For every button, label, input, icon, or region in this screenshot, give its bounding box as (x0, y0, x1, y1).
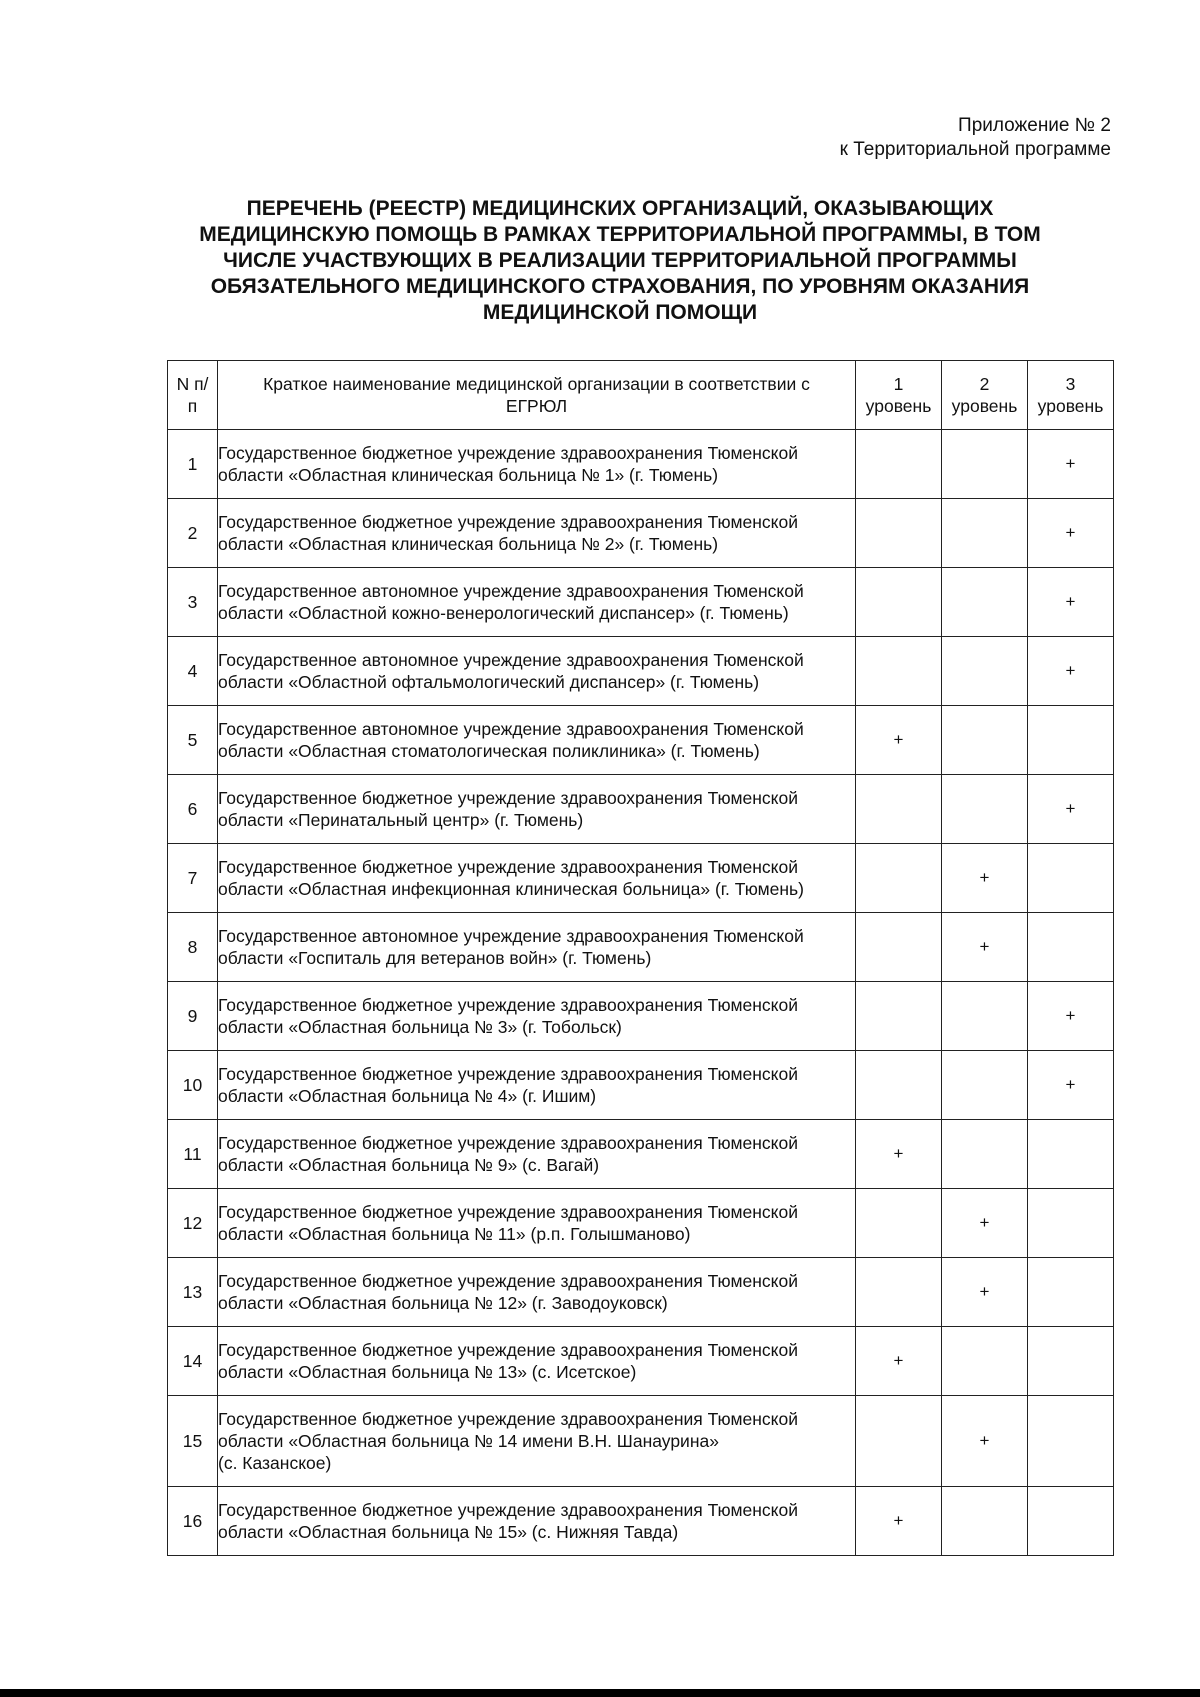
level-3-mark (1028, 844, 1114, 913)
level-2-mark (942, 430, 1028, 499)
org-name-line: области «Областная больница № 11» (р.п. Голышманово) (218, 1224, 691, 1244)
level-3-mark: + (1028, 982, 1114, 1051)
level-2-mark: + (942, 844, 1028, 913)
table-row (168, 982, 1114, 1051)
title-line: ОБЯЗАТЕЛЬНОГО МЕДИЦИНСКОГО СТРАХОВАНИЯ, ПО УРОВНЯМ ОКАЗАНИЯ (210, 275, 1030, 298)
level-1-mark (856, 499, 942, 568)
org-name-line: Государственное бюджетное учреждение здравоохранения Тюменской (218, 512, 799, 532)
org-name-cell (218, 568, 856, 637)
level-2-mark (942, 637, 1028, 706)
org-name-line: Государственное бюджетное учреждение здравоохранения Тюменской (218, 1409, 799, 1429)
table-row (168, 706, 1114, 775)
org-name-cell (218, 1487, 856, 1556)
org-name-line: Государственное бюджетное учреждение здравоохранения Тюменской (218, 857, 799, 877)
table-row (168, 1189, 1114, 1258)
org-name-cell (218, 1396, 856, 1487)
table-row (168, 1258, 1114, 1327)
org-name-cell (218, 1120, 856, 1189)
document-title (160, 196, 1080, 326)
row-number: 11 (168, 1120, 218, 1189)
level-1-mark: + (856, 1120, 942, 1189)
level-2-mark (942, 775, 1028, 844)
row-number: 12 (168, 1189, 218, 1258)
level-1-mark (856, 1258, 942, 1327)
org-name-cell (218, 1258, 856, 1327)
table-row (168, 1051, 1114, 1120)
level-1-mark (856, 1396, 942, 1487)
row-number: 5 (168, 706, 218, 775)
org-name-line: области «Областная больница № 4» (г. Ишим) (218, 1086, 597, 1106)
org-name-line: Государственное бюджетное учреждение здравоохранения Тюменской (218, 1340, 799, 1360)
table-row (168, 1327, 1114, 1396)
org-name-line: Государственное автономное учреждение здравоохранения Тюменской (218, 650, 804, 670)
org-name-line: области «Госпиталь для ветеранов войн» (г. Тюмень) (218, 948, 652, 968)
title-line: ПЕРЕЧЕНЬ (РЕЕСТР) МЕДИЦИНСКИХ ОРГАНИЗАЦИЙ, ОКАЗЫВАЮЩИХ (246, 197, 994, 220)
header-level-3: 3 уровень (1028, 361, 1114, 430)
level-3-mark (1028, 1120, 1114, 1189)
level-2-mark: + (942, 1258, 1028, 1327)
table-row (168, 1120, 1114, 1189)
org-name-line: области «Областная стоматологическая поликлиника» (г. Тюмень) (218, 741, 760, 761)
level-1-mark (856, 1051, 942, 1120)
level-2-mark (942, 1051, 1028, 1120)
row-number: 4 (168, 637, 218, 706)
org-name-line: Государственное бюджетное учреждение здравоохранения Тюменской (218, 1271, 799, 1291)
level-3-mark: + (1028, 637, 1114, 706)
level-2-mark: + (942, 1189, 1028, 1258)
row-number: 6 (168, 775, 218, 844)
header-org-name: Краткое наименование медицинской организации в соответствии с ЕГРЮЛ (218, 361, 856, 430)
level-2-mark (942, 982, 1028, 1051)
level-2-mark (942, 1327, 1028, 1396)
scan-bottom-edge (0, 1689, 1200, 1697)
appendix-header (840, 114, 1111, 162)
table-row (168, 637, 1114, 706)
title-line: МЕДИЦИНСКУЮ ПОМОЩЬ В РАМКАХ ТЕРРИТОРИАЛЬНОЙ ПРОГРАММЫ, В ТОМ (199, 223, 1041, 246)
level-3-mark: + (1028, 568, 1114, 637)
table-row (168, 430, 1114, 499)
row-number: 1 (168, 430, 218, 499)
org-name-line: (с. Казанское) (218, 1453, 332, 1473)
org-name-line: Государственное бюджетное учреждение здравоохранения Тюменской (218, 1500, 799, 1520)
org-name-line: Государственное автономное учреждение здравоохранения Тюменской (218, 719, 804, 739)
level-3-mark (1028, 706, 1114, 775)
org-name-line: области «Областная больница № 13» (с. Исетское) (218, 1362, 637, 1382)
row-number: 8 (168, 913, 218, 982)
level-2-mark (942, 706, 1028, 775)
org-name-cell (218, 982, 856, 1051)
header-number: N п/ п (168, 361, 218, 430)
level-3-mark: + (1028, 499, 1114, 568)
level-1-mark: + (856, 1327, 942, 1396)
level-2-mark (942, 1120, 1028, 1189)
org-name-cell (218, 775, 856, 844)
org-name-cell (218, 499, 856, 568)
header-level-1: 1 уровень (856, 361, 942, 430)
level-3-mark (1028, 1258, 1114, 1327)
org-name-line: области «Областная больница № 9» (с. Вагай) (218, 1155, 600, 1175)
table-header-row (168, 361, 1114, 430)
row-number: 10 (168, 1051, 218, 1120)
org-name-line: области «Областная клиническая больница № 2» (г. Тюмень) (218, 534, 719, 554)
row-number: 2 (168, 499, 218, 568)
level-1-mark (856, 1189, 942, 1258)
row-number: 16 (168, 1487, 218, 1556)
org-name-line: области «Областная больница № 3» (г. Тобольск) (218, 1017, 622, 1037)
org-name-line: области «Областная клиническая больница № 1» (г. Тюмень) (218, 465, 719, 485)
level-3-mark (1028, 1396, 1114, 1487)
level-1-mark (856, 775, 942, 844)
row-number: 9 (168, 982, 218, 1051)
table-row (168, 1487, 1114, 1556)
level-1-mark (856, 637, 942, 706)
row-number: 7 (168, 844, 218, 913)
appendix-number: Приложение № 2 (958, 115, 1111, 136)
org-name-line: Государственное бюджетное учреждение здравоохранения Тюменской (218, 443, 799, 463)
level-1-mark (856, 568, 942, 637)
table-row (168, 913, 1114, 982)
row-number: 13 (168, 1258, 218, 1327)
title-line: ЧИСЛЕ УЧАСТВУЮЩИХ В РЕАЛИЗАЦИИ ТЕРРИТОРИАЛЬНОЙ ПРОГРАММЫ (223, 249, 1017, 272)
org-name-cell (218, 844, 856, 913)
org-name-line: области «Областной кожно-венерологический диспансер» (г. Тюмень) (218, 603, 789, 623)
table-row (168, 844, 1114, 913)
org-name-line: области «Областная больница № 12» (г. Заводоуковск) (218, 1293, 668, 1313)
row-number: 3 (168, 568, 218, 637)
level-3-mark (1028, 913, 1114, 982)
org-name-cell (218, 706, 856, 775)
org-name-cell (218, 1189, 856, 1258)
level-1-mark (856, 430, 942, 499)
level-1-mark: + (856, 706, 942, 775)
org-name-cell (218, 1327, 856, 1396)
org-name-line: области «Перинатальный центр» (г. Тюмень) (218, 810, 584, 830)
org-name-line: Государственное бюджетное учреждение здравоохранения Тюменской (218, 1064, 799, 1084)
org-name-line: Государственное бюджетное учреждение здравоохранения Тюменской (218, 995, 799, 1015)
table-row (168, 568, 1114, 637)
level-3-mark: + (1028, 775, 1114, 844)
row-number: 15 (168, 1396, 218, 1487)
org-name-line: Государственное бюджетное учреждение здравоохранения Тюменской (218, 1202, 799, 1222)
level-3-mark: + (1028, 430, 1114, 499)
level-1-mark: + (856, 1487, 942, 1556)
level-2-mark (942, 1487, 1028, 1556)
level-2-mark (942, 568, 1028, 637)
level-1-mark (856, 844, 942, 913)
org-name-line: Государственное бюджетное учреждение здравоохранения Тюменской (218, 788, 799, 808)
org-name-line: Государственное автономное учреждение здравоохранения Тюменской (218, 581, 804, 601)
level-3-mark (1028, 1189, 1114, 1258)
level-1-mark (856, 982, 942, 1051)
org-name-line: области «Областная инфекционная клиническая больница» (г. Тюмень) (218, 879, 805, 899)
org-name-line: области «Областная больница № 14 имени В.Н. Шанаурина» (218, 1431, 719, 1451)
appendix-reference: к Территориальной программе (839, 139, 1111, 160)
level-2-mark: + (942, 913, 1028, 982)
org-name-line: Государственное автономное учреждение здравоохранения Тюменской (218, 926, 804, 946)
organizations-table (167, 360, 1114, 1556)
header-level-2: 2 уровень (942, 361, 1028, 430)
level-3-mark: + (1028, 1051, 1114, 1120)
level-2-mark (942, 499, 1028, 568)
org-name-line: Государственное бюджетное учреждение здравоохранения Тюменской (218, 1133, 799, 1153)
level-3-mark (1028, 1487, 1114, 1556)
org-name-cell (218, 430, 856, 499)
table-row (168, 1396, 1114, 1487)
row-number: 14 (168, 1327, 218, 1396)
level-2-mark: + (942, 1396, 1028, 1487)
table-row (168, 775, 1114, 844)
level-1-mark (856, 913, 942, 982)
title-line: МЕДИЦИНСКОЙ ПОМОЩИ (482, 301, 758, 324)
org-name-line: области «Областной офтальмологический диспансер» (г. Тюмень) (218, 672, 760, 692)
org-name-cell (218, 637, 856, 706)
level-3-mark (1028, 1327, 1114, 1396)
org-name-cell (218, 913, 856, 982)
org-name-line: области «Областная больница № 15» (с. Нижняя Тавда) (218, 1522, 679, 1542)
table-row (168, 499, 1114, 568)
org-name-cell (218, 1051, 856, 1120)
